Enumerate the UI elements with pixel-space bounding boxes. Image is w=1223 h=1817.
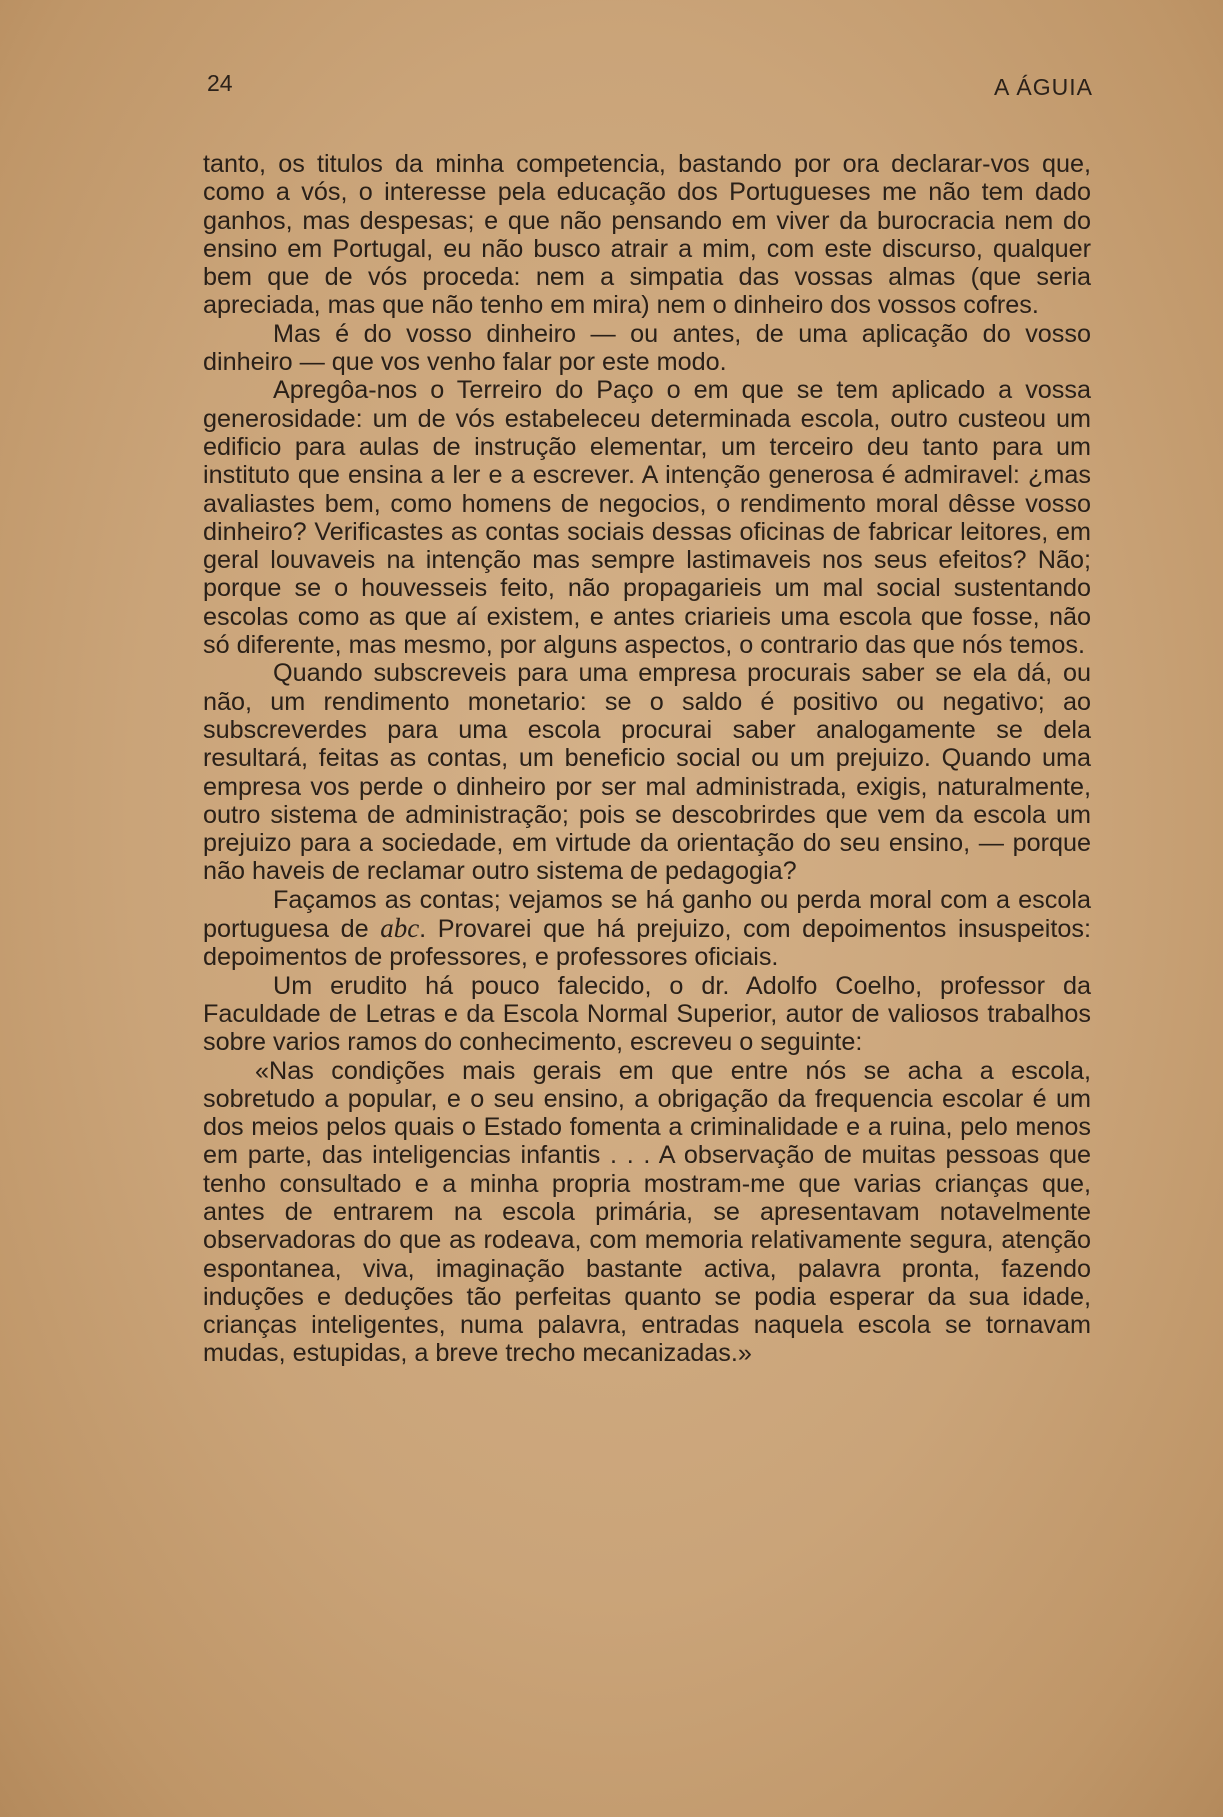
paragraph-3: Apregôa-nos o Terreiro do Paço o em que se tem aplicado a vossa generosidade: um de vós estabeleceu determinada escola, outro custeou um edificio para aulas de instrução elementar, um terceiro deu tanto para um instituto que ensina a ler e a escrever. A intenção generosa é admiravel: ¿mas avaliastes bem, como homens de negocios, o rendimento moral dêsse vosso dinheiro? Verificastes as contas sociais dessas oficinas de fabricar leitores, em geral louvaveis na intenção mas sempre lastimaveis nos seus efeitos? Não; porque se o houvesseis feito, não propagarieis um mal social sustentando escolas como as que aí existem, e antes criarieis uma escola que fosse, não só diferente, mas mesmo, por alguns aspectos, o contrario das que nós temos. [203, 376, 1091, 660]
paragraph-5-end: . Provarei que há prejuizo, com depoimentos insuspeitos: depoimentos de professores, e professores oficiais. [203, 915, 1091, 972]
page-number: 24 [207, 70, 233, 96]
paragraph-5-italic: abc [380, 913, 420, 944]
paragraph-5 [203, 886, 1091, 972]
paragraph-2: Mas é do vosso dinheiro — ou antes, de uma aplicação do vosso dinheiro — que vos venho falar por este modo. [203, 319, 1091, 377]
paragraph-4: Quando subscreveis para uma empresa procurais saber se ela dá, ou não, um rendimento monetario: se o saldo é positivo ou negativo; ao subscreverdes para uma escola procurai saber analogamente se dela resultará, feitas as contas, um beneficio social ou um prejuizo. Quando uma empresa vos perde o dinheiro por ser mal administrada, exigis, naturalmente, outro sistema de administração; pois se descobrirdes que vem da escola um prejuizo para a sociedade, em virtude da orientação do seu ensino, — porque não haveis de reclamar outro sistema de pedagogia? [203, 659, 1091, 886]
body-text [203, 150, 1091, 1368]
quotation-paragraph: «Nas condições mais gerais em que entre nós se acha a escola, sobretudo a popular, e o seu ensino, a obrigação da frequencia escolar é um dos meios pelos quais o Estado fomenta a criminalidade e a ruina, pelo menos em parte, das inteligencias infantis . . . A observação de muitas pessoas que tenho consultado e a minha propria mostram-me que varias crianças que, antes de entrarem na escola primária, se apresentavam notavelmente observadoras do que as rodeava, com memoria relativamente segura, atenção espontanea, viva, imaginação bastante activa, palavra pronta, fazendo induções e deduções tão perfeitas quanto se podia esperar da sua idade, crianças inteligentes, numa palavra, entradas naquela escola se tornavam mudas, estupidas, a breve trecho mecanizadas.» [203, 1056, 1091, 1368]
journal-title: A ÁGUIA [993, 74, 1093, 100]
paragraph-6: Um erudito há pouco falecido, o dr. Adolfo Coelho, professor da Faculdade de Letras e da Escola Normal Superior, autor de valiosos trabalhos sobre varios ramos do conhecimento, escreveu o seguinte: [203, 971, 1091, 1057]
running-head [207, 70, 1093, 100]
paragraph-5-start: Façamos as contas; vejamos se há ganho ou perda moral com a escola portuguesa de [203, 885, 1091, 944]
paragraph-1: tanto, os titulos da minha competencia, bastando por ora declarar-vos que, como a vós, o interesse pela educação dos Portugueses me não tem dado ganhos, mas despesas; e que não pensando em viver da burocracia nem do ensino em Portugal, eu não busco atrair a mim, com este discurso, qualquer bem que de vós proceda: nem a simpatia das vossas almas (que seria apreciada, mas que não tenho em mira) nem o dinheiro dos vossos cofres. [203, 150, 1091, 320]
